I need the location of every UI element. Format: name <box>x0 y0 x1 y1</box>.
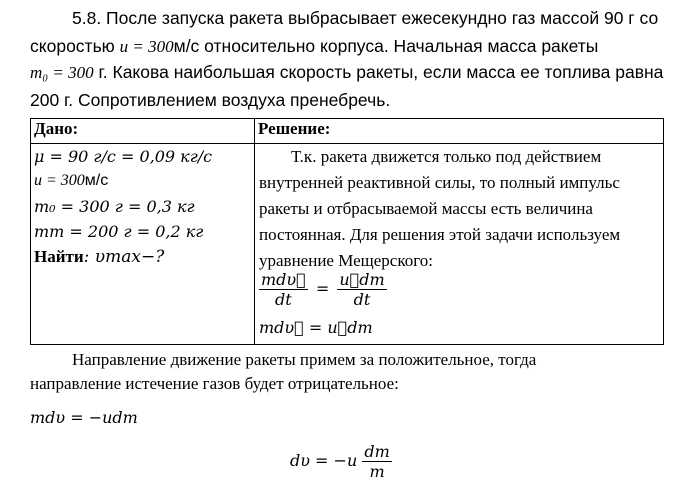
given-cell <box>31 144 255 345</box>
equation-4-left: dυ = −u <box>290 451 358 470</box>
given-m0: m₀ = 300 г = 0,3 кг <box>34 197 195 216</box>
given-solution-table <box>30 118 664 345</box>
equals-sign: = <box>315 279 330 298</box>
find-line <box>34 247 164 267</box>
fraction-left-numerator: mdυ⃗ <box>261 270 306 289</box>
problem-line-3-text: г. Какова наибольшая скорость ракеты, если масса ее топлива равна <box>93 62 664 82</box>
given-mu: μ = 90 г/с = 0,09 кг/с <box>34 147 213 166</box>
mass-formula: m₀ = 300 <box>30 63 94 82</box>
fraction-right-denominator: dt <box>353 290 371 309</box>
equation-4-numerator: dm <box>364 442 390 461</box>
solution-line-3: ракеты и отбрасываемой массы есть величина <box>259 199 593 218</box>
speed-formula: u = 300 <box>119 37 174 56</box>
equation-3: mdυ = −udm <box>30 408 138 427</box>
problem-line-2 <box>30 36 598 57</box>
given-u-unit: м/с <box>84 172 109 189</box>
solution-line-4: постоянная. Для решения этой задачи используем <box>259 225 621 244</box>
equation-4 <box>290 442 392 481</box>
problem-line-2-text-b: м/с относительно корпуса. Начальная масса ракеты <box>173 36 599 56</box>
fraction-left-denominator: dt <box>275 290 292 309</box>
fraction-right <box>337 270 386 309</box>
momentum-equation: mdυ⃗ = u⃗dm <box>259 318 373 337</box>
problem-line-4: 200 г. Сопротивлением воздуха пренебречь. <box>30 90 391 110</box>
problem-line-2-text-a: скоростью <box>30 36 120 56</box>
after-line-1: Направление движение ракеты примем за положительное, тогда <box>72 350 537 369</box>
given-header: Дано: <box>31 119 255 144</box>
solution-line-1: Т.к. ракета движется только под действием <box>291 147 602 166</box>
problem-line-1: 5.8. После запуска ракета выбрасывает ежесекундно газ массой 90 г со <box>72 8 659 28</box>
find-label: Найти <box>34 247 84 266</box>
equation-4-denominator: m <box>369 462 385 481</box>
solution-line-2: внутренней реактивной силы, то полный импульс <box>259 173 620 192</box>
solution-cell <box>255 144 664 345</box>
given-u-formula: u = 300 <box>34 172 85 189</box>
solution-line-5: уравнение Мещерского: <box>259 251 433 270</box>
given-mt: mт = 200 г = 0,2 кг <box>34 222 204 241</box>
find-value: : υmax−? <box>83 247 165 267</box>
fraction-right-numerator: u⃗dm <box>339 270 385 289</box>
equation-4-fraction <box>362 442 391 481</box>
after-line-2: направление истечение газов будет отрицательное: <box>30 374 399 393</box>
meshchersky-equation <box>259 270 387 309</box>
fraction-left <box>259 270 308 309</box>
given-u <box>34 172 108 190</box>
solution-header: Решение: <box>255 119 664 144</box>
problem-line-3 <box>30 62 663 83</box>
